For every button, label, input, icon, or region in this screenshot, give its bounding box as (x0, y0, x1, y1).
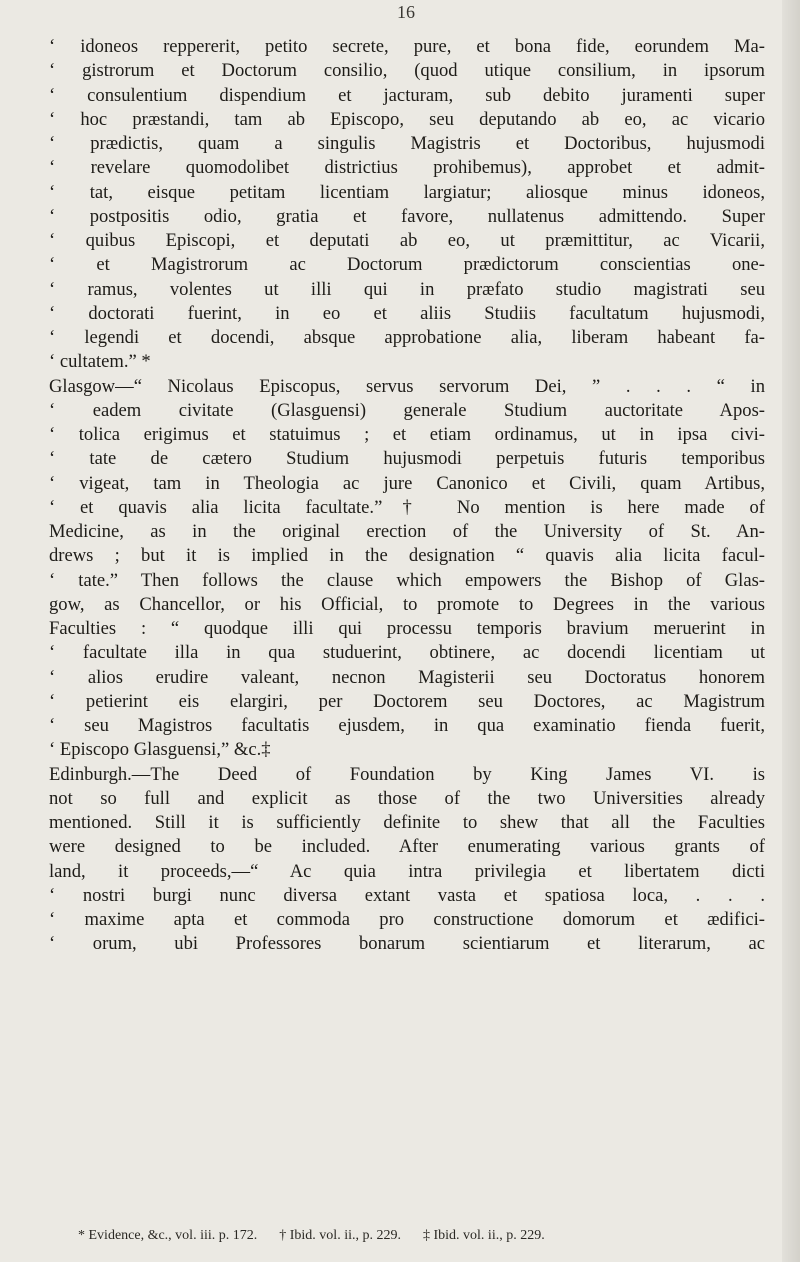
text-line: ‘ et quavis alia licita facultate.”† No mention is here made of (49, 496, 765, 518)
text-line: ‘ maxime apta et commoda pro constructione domorum et ædifici- (49, 909, 765, 930)
footnote: * Evidence, &c., vol. iii. p. 172. (78, 1228, 258, 1243)
text-line: mentioned. Still it is sufficiently definite to shew that all the Faculties (49, 812, 765, 833)
body-text (49, 35, 765, 957)
text-line: ‘ idoneos reppererit, petito secrete, pure, et bona fide, eorundem Ma- (49, 36, 765, 57)
page-number: 16 (397, 2, 415, 22)
text-line: ‘ Episcopo Glasguensi,” &c.‡ (49, 739, 271, 761)
text-line: ‘ revelare quomodolibet districtius prohibemus), approbet et admit- (49, 157, 765, 179)
text-line: land, it proceeds,—“ Ac quia intra privilegia et libertatem dicti (49, 860, 765, 882)
text-line: ‘ vigeat, tam in Theologia ac jure Canonico et Civili, quam Artibus, (49, 472, 765, 494)
text-line: not so full and explicit as those of the two Universities already (49, 787, 765, 809)
text-line: Edinburgh.—The Deed of Foundation by King James VI. is (49, 763, 765, 785)
text-line: drews ; but it is implied in the designation “ quavis alia licita facul- (49, 545, 765, 567)
text-line: ‘ alios erudire valeant, necnon Magisterii seu Doctoratus honorem (49, 666, 765, 688)
footnotes (78, 1228, 768, 1244)
text-line: ‘ seu Magistros facultatis ejusdem, in qua examinatio fienda fuerit, (49, 715, 765, 736)
footnote: ‡ Ibid. vol. ii., p. 229. (422, 1228, 545, 1243)
text-line: ‘ tat, eisque petitam licentiam largiatur; aliosque minus idoneos, (49, 181, 765, 203)
page-edge (782, 0, 800, 1262)
text-line: Faculties : “ quodque illi qui processu temporis bravium meruerint in (49, 618, 765, 639)
text-line: ‘ facultate illa in qua studuerint, obtinere, ac docendi licentiam ut (49, 642, 765, 664)
text-line: ‘ quibus Episcopi, et deputati ab eo, ut præmittitur, ac Vicarii, (49, 230, 765, 251)
text-line: ‘ consulentium dispendium et jacturam, sub debito juramenti super (49, 84, 765, 106)
text-line: ‘ legendi et docendi, absque approbatione alia, liberam habeant fa- (49, 327, 765, 348)
text-line: were designed to be included. After enumerating various grants of (49, 836, 765, 858)
text-line: ‘ petierint eis elargiri, per Doctorem seu Doctores, ac Magistrum (49, 690, 765, 712)
text-line: ‘ tate.” Then follows the clause which empowers the Bishop of Glas- (49, 569, 765, 591)
text-line: gow, as Chancellor, or his Official, to promote to Degrees in the various (49, 593, 765, 615)
text-line: ‘ gistrorum et Doctorum consilio, (quod utique consilium, in ipsorum (49, 60, 765, 82)
text-line: ‘ ramus, volentes ut illi qui in præfato studio magistrati seu (49, 278, 765, 300)
text-line: ‘ et Magistrorum ac Doctorum prædictorum conscientias one- (49, 254, 765, 276)
text-line: ‘ eadem civitate (Glasguensi) generale Studium auctoritate Apos- (49, 399, 765, 421)
text-line: ‘ postpositis odio, gratia et favore, nullatenus admittendo. Super (49, 205, 765, 227)
text-line: ‘ doctorati fuerint, in eo et aliis Studiis facultatum hujusmodi, (49, 302, 765, 324)
text-line: Medicine, as in the original erection of the University of St. An- (49, 521, 765, 542)
text-line: ‘ nostri burgi nunc diversa extant vasta et spatiosa loca, . . . (49, 884, 765, 906)
text-line: ‘ cultatem.” * (49, 351, 151, 373)
text-line: ‘ prædictis, quam a singulis Magistris et Doctoribus, hujusmodi (49, 133, 765, 154)
text-line: ‘ tolica erigimus et statuimus ; et etiam ordinamus, ut in ipsa civi- (49, 424, 765, 445)
text-line: ‘ hoc præstandi, tam ab Episcopo, seu deputando ab eo, ac vicario (49, 108, 765, 130)
footnote: † Ibid. vol. ii., p. 229. (279, 1228, 401, 1243)
text-line: Glasgow—“ Nicolaus Episcopus, servus servorum Dei, ” . . . “ in (49, 375, 765, 397)
text-line: ‘ orum, ubi Professores bonarum scientiarum et literarum, ac (49, 933, 765, 955)
text-line: ‘ tate de cætero Studium hujusmodi perpetuis futuris temporibus (49, 448, 765, 470)
